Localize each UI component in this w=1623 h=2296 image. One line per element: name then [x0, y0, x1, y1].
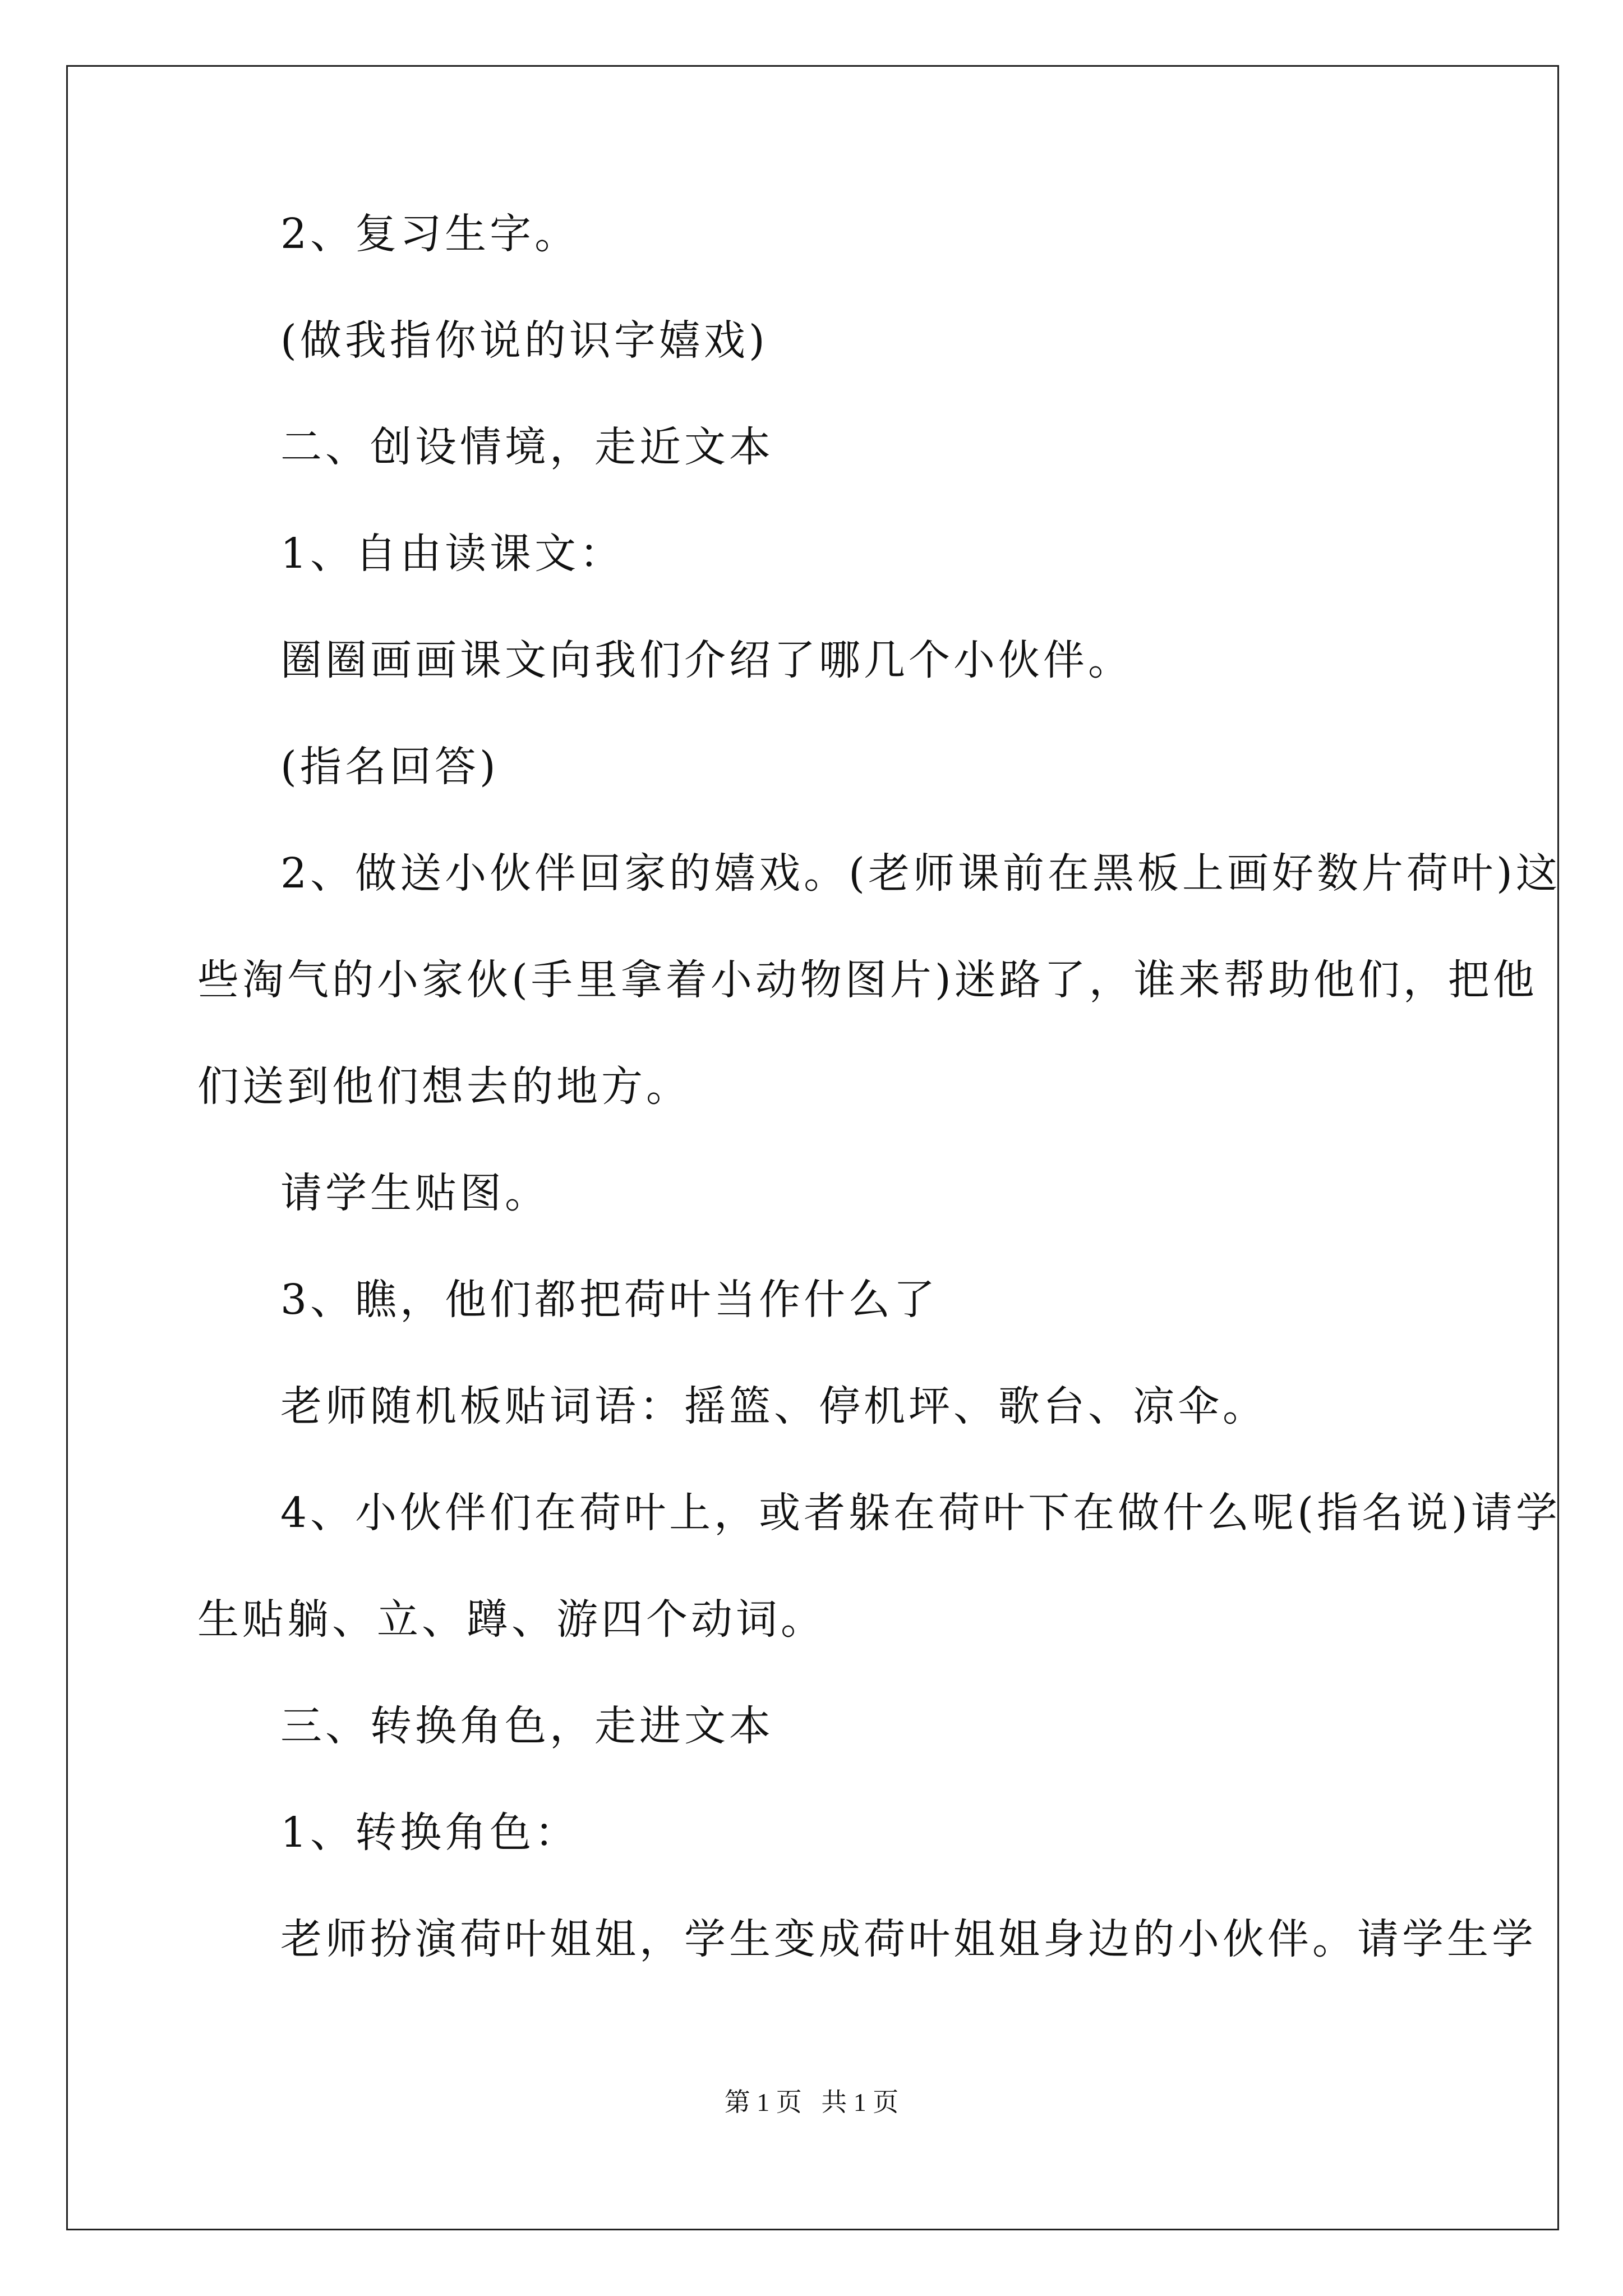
section-heading: 二、创设情境，走近文本 [280, 423, 774, 471]
section-heading: 三、转换角色，走进文本 [280, 1702, 774, 1750]
page-number: 第 1 页 共 1 页 [724, 2088, 899, 2116]
page-footer [0, 2086, 1623, 2119]
paragraph-line: 2、做送小伙伴回家的嬉戏。(老师课前在黑板上画好数片荷叶)这 [280, 849, 1561, 898]
paragraph-line: 4、小伙伴们在荷叶上，或者躲在荷叶下在做什么呢(指名说)请学 [280, 1489, 1561, 1537]
page-border [66, 65, 1559, 2230]
paragraph-line: 2、复习生字。 [280, 210, 580, 258]
paragraph-line: 1、转换角色： [280, 1809, 580, 1857]
paragraph-line: 老师随机板贴词语：摇篮、停机坪、歌台、凉伞。 [280, 1382, 1267, 1430]
paragraph-line: 生贴躺、立、蹲、游四个动词。 [197, 1595, 826, 1644]
paragraph-line: 请学生贴图。 [280, 1169, 550, 1217]
paragraph-line: 些淘气的小家伙(手里拿着小动物图片)迷路了，谁来帮助他们，把他 [197, 956, 1538, 1004]
paragraph-line: 们送到他们想去的地方。 [197, 1062, 691, 1111]
paragraph-line: (指名回答) [280, 743, 499, 791]
paragraph-line: 3、瞧，他们都把荷叶当作什么了 [280, 1276, 939, 1324]
paragraph-line: 老师扮演荷叶姐姐，学生变成荷叶姐姐身边的小伙伴。请学生学 [280, 1915, 1537, 1963]
paragraph-line: 圈圈画画课文向我们介绍了哪几个小伙伴。 [280, 636, 1133, 684]
paragraph-line: (做我指你说的识字嬉戏) [280, 316, 768, 365]
paragraph-line: 1、自由读课文： [280, 530, 625, 578]
